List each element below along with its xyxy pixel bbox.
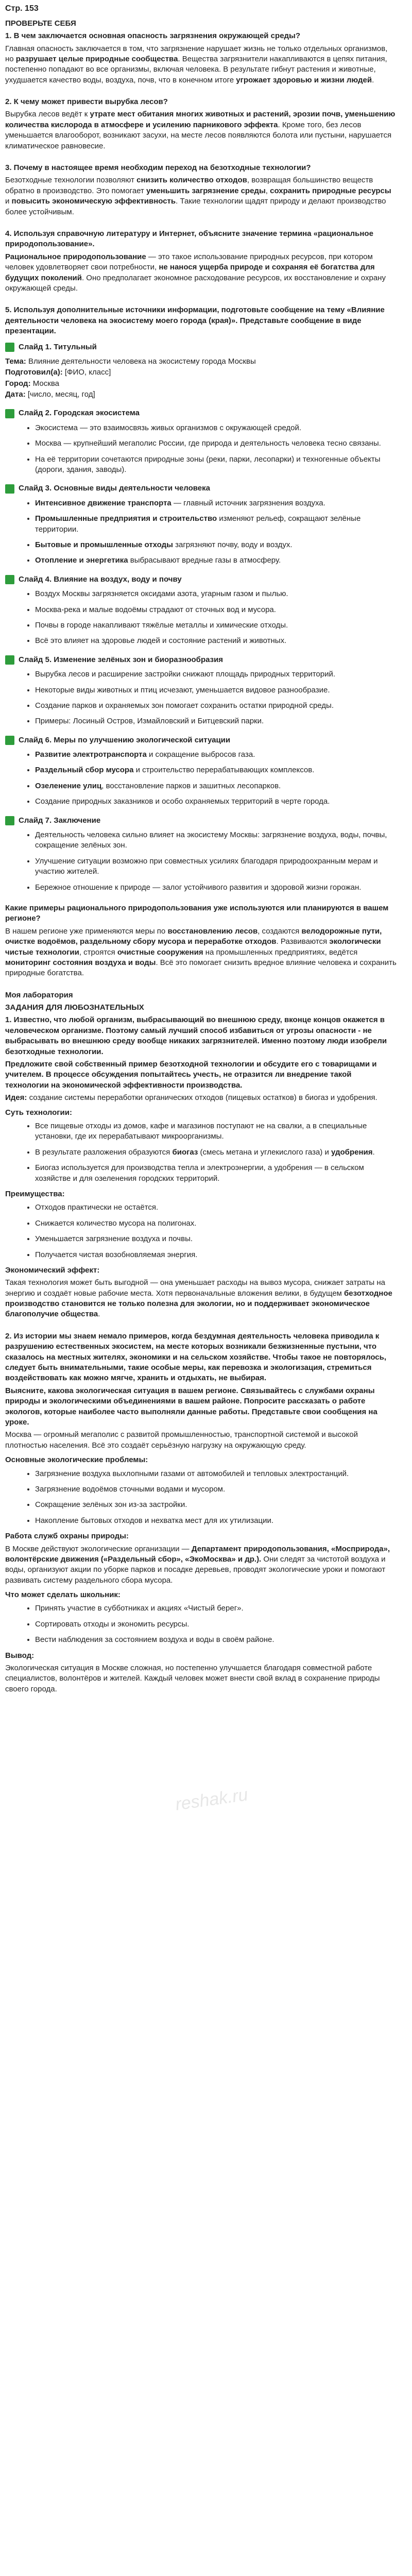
text: , восстановление парков и зашитных лесопарков.	[101, 781, 281, 790]
question-1	[5, 31, 397, 86]
label: Подготовил(а):	[5, 368, 63, 377]
slide-1-city	[5, 379, 397, 389]
slide-7-header	[5, 816, 397, 826]
lab-task-1-idea	[5, 1093, 397, 1103]
bold-text: удобрения	[331, 1147, 373, 1157]
question-1-answer	[5, 44, 397, 86]
list-item: • Москва — крупнейший мегаполис России, где природа и деятельность человека тесно связаны.	[35, 438, 397, 449]
label: Дата:	[5, 390, 26, 399]
value: создание системы переработки органических отходов (пищевых остатков) в биогаз и удобрения.	[27, 1093, 377, 1103]
slide-2	[5, 408, 397, 475]
text: Такая технология может быть выгодной — она уменьшает расходы на вывоз мусора, снижает затраты на энергию и создаёт новые рабочие места. Хотя первоначальные вложения велики, в будущем	[5, 1278, 385, 1298]
economic-text	[5, 1278, 397, 1320]
question-5	[5, 305, 397, 336]
question-6-answer	[5, 926, 397, 979]
slide-icon	[5, 484, 14, 494]
value: Влияние деятельности человека на экосистему города Москвы	[26, 357, 256, 366]
value: Москва	[30, 379, 59, 388]
lab-task-1-instruction	[5, 1059, 397, 1091]
list-item: • Принять участие в субботниках и акциях «Чистый берег».	[35, 1603, 397, 1614]
list-item: • Все пищевые отходы из домов, кафе и магазинов поступают не на свалки, а в специальные установки, где их перерабатывают микроорганизмы.	[35, 1121, 397, 1142]
text: ,	[265, 186, 270, 195]
slide-7-list	[5, 830, 397, 893]
problems-title: Основные экологические проблемы:	[5, 1455, 148, 1465]
question-3-answer	[5, 175, 397, 217]
slide-1-date	[5, 389, 397, 400]
bold-text: разрушает целые природные сообщества	[15, 54, 178, 63]
bold-text: Промышленные предприятия и строительство	[35, 514, 217, 523]
lab-title: Моя лаборатория	[5, 990, 73, 999]
list-item: • На её территории сочетаются природные зоны (реки, парки, лесопарки) и техногенные объекты (дороги, здания, заводы).	[35, 454, 397, 476]
list-item: • Биогаз используется для производства тепла и электроэнергии, а удобрения — в сельском хозяйстве и для озеленения городских территорий.	[35, 1163, 397, 1184]
list-item: • Экосистема — это взаимосвязь живых организмов с окружающей средой.	[35, 423, 397, 433]
bold-text: не нанося ущерба природе и сохраняя её богатства для будущих поколений	[5, 263, 375, 282]
bold-text: очистные сооружения	[117, 947, 203, 957]
slide-6-header	[5, 735, 397, 745]
slide-7-title: Слайд 7. Заключение	[19, 816, 101, 825]
slide-3-header	[5, 483, 397, 494]
lab-task-1	[5, 1015, 397, 1319]
text: . Кроме того, без лесов уменьшается влагооборот, возникают засухи, на месте лесов появляются болота или пустыни, нарушается климатическое равновесие.	[5, 120, 392, 150]
text: Вырубка лесов ведёт к	[5, 110, 90, 119]
list-item: • Отходов практически не остаётся.	[35, 1202, 397, 1213]
question-6	[5, 903, 397, 979]
page-number: Стр. 153	[5, 4, 39, 13]
slide-3	[5, 483, 397, 566]
slide-2-header	[5, 408, 397, 418]
text: Главная опасность заключается в том, что загрязнение нарушает жизнь не только отдельных организмов, но	[5, 44, 388, 63]
question-4	[5, 229, 397, 294]
services-text	[5, 1544, 397, 1586]
slide-4-title: Слайд 4. Влияние на воздух, воду и почву	[19, 574, 182, 584]
slide-6-title: Слайд 6. Меры по улучшению экологической ситуации	[19, 735, 231, 744]
lab-subtitle: ЗАДАНИЯ ДЛЯ ЛЮБОЗНАТЕЛЬНЫХ	[5, 1003, 144, 1012]
slide-1-topic	[5, 357, 397, 367]
bold-text: восстановлению лесов	[167, 926, 258, 936]
list-item: • Снижается количество мусора на полигонах.	[35, 1218, 397, 1229]
text: (смесь метана и углекислого газа) и	[198, 1147, 332, 1157]
list-item: • Почвы в городе накапливают тяжёлые металлы и химические отходы.	[35, 620, 397, 631]
students-list	[5, 1603, 397, 1645]
list-item	[35, 514, 397, 535]
text: изменяют рельеф, сокращают зелёные территории.	[35, 514, 361, 534]
bold-text: Департамент природопользования, «Мосприрода», волонтёрские движения («Раздельный сбор», «ЭкоМосква» и др.).	[5, 1544, 390, 1564]
lab-task-1-title: 1. Известно, что любой организм, выбрасывающий во внешнюю среду, вконце концов окажется в человеческом организме. Поэтому самый лучший способ избавиться от угрозы опасности - не выбрасывать во внешнюю среду вообще никаких загрязнителей. Именно поэтому люди изобрели безотходные технологии.	[5, 1015, 387, 1056]
list-item: • Всё это влияет на здоровье людей и состояние растений и животных.	[35, 636, 397, 646]
slide-1	[5, 342, 397, 400]
slide-3-list	[5, 498, 397, 566]
bold-text: Интенсивное движение транспорта	[35, 498, 171, 507]
question-2	[5, 97, 397, 151]
text: , возвращая большинство веществ обратно в производство. Это помогает	[5, 176, 373, 195]
text: В Москве действуют экологические организации —	[5, 1544, 192, 1553]
list-item: • Создание природных заказников и особо охраняемых территорий в черте города.	[35, 796, 397, 807]
bold-text: сохранить природные ресурсы	[270, 186, 391, 195]
list-item	[35, 555, 397, 566]
bold-text: Раздельный сбор мусора	[35, 766, 134, 775]
bold-text: Рациональное природопользование	[5, 252, 146, 261]
section-title: ПРОВЕРЬТЕ СЕБЯ	[5, 19, 76, 28]
problems-list	[5, 1469, 397, 1527]
list-item: • Сокращение зелёных зон из-за застройки.	[35, 1500, 397, 1510]
bold-text: велодорожные пути, очистке водоёмов, раздельному сбору мусора и переработке отходов	[5, 926, 382, 946]
list-item: • Примеры: Лосиный Остров, Измайловский и Битцевский парки.	[35, 716, 397, 726]
list-item: • Воздух Москвы загрязняется оксидами азота, угарным газом и пылью.	[35, 589, 397, 599]
question-4-answer	[5, 252, 397, 294]
slide-6-list	[5, 750, 397, 807]
slide-4	[5, 574, 397, 647]
text: . Развиваются	[276, 937, 330, 946]
slide-4-header	[5, 574, 397, 585]
question-2-answer	[5, 109, 397, 151]
bold-text: Отопление и энергетика	[35, 556, 128, 565]
list-item: • Загрязнение водоёмов сточными водами и мусором.	[35, 1484, 397, 1495]
list-item	[35, 540, 397, 550]
value: [число, месяц, год]	[25, 390, 95, 399]
text: Они следят за чистотой воздуха и воды, организуют акции по уборке парков и посадке деревьев, проводят экологические уроки и помогают развивать систему раздельного сбора мусора.	[5, 1554, 386, 1585]
text: и	[5, 197, 12, 206]
label: Тема:	[5, 357, 26, 366]
bold-text: угрожает здоровью и жизни людей	[236, 75, 372, 84]
bold-text: Озеленение улиц	[35, 781, 102, 790]
slide-7	[5, 816, 397, 893]
list-item: • Некоторые виды животных и птиц исчезают, уменьшается видовое разнообразие.	[35, 685, 397, 696]
lab-task-2-intro: Москва — огромный мегаполис с развитой промышленностью, транспортной системой и высокой плотностью населения. Всё это создаёт серьёзную нагрузку на окружающую среду.	[5, 1430, 358, 1450]
bold-text: утрате мест обитания многих животных и растений, эрозии почв, уменьшению количества кислорода в атмосфере и усилению парникового эффекта	[5, 110, 396, 129]
services-title: Работа служб охраны природы:	[5, 1532, 129, 1541]
list-item: • Вырубка лесов и расширение застройки снижают площадь природных территорий.	[35, 669, 397, 680]
bold-text: Развитие электротранспорта	[35, 750, 147, 759]
question-5-title: 5. Используя дополнительные источники информации, подготовьте сообщение на тему «Влияние деятельности человека на экосистему моего города (края)». Представьте сообщение в виде презентации.	[5, 306, 385, 336]
conclusion-title: Вывод:	[5, 1651, 35, 1660]
bold-text: безотходное производство становится не только полезна для экологии, но и поддерживает экономическое благополучие общества	[5, 1289, 392, 1319]
list-item: • Загрязнение воздуха выхлопными газами от автомобилей и тепловых электростанций.	[35, 1469, 397, 1479]
bold-text: Выясните, какова экологическая ситуация в вашем регионе. Связывайтесь с службами охраны природы и экологическими объединениями в вашем районе. Попросите рассказать о работе экологов, которые наиболее часто выполняли данные работы. Представьте свои сообщения на уроке.	[5, 1386, 377, 1427]
bold-text: Бытовые и промышленные отходы	[35, 540, 173, 549]
question-1-title: 1. В чем заключается основная опасность загрязнения окружающей среды?	[5, 31, 301, 41]
list-item: • Сортировать отходы и экономить ресурсы.	[35, 1619, 397, 1630]
text: . Вещества загрязнители накапливаются в цепях питания, постепенно попадают во все организмы, включая человека. В результате гибнут растения и животные, ухудшается качество воды, воздуха, почв, что в конечном итоге	[5, 54, 387, 84]
slide-icon	[5, 575, 14, 584]
text: Безотходные технологии позволяют	[5, 176, 137, 185]
text: В результате разложения образуются	[35, 1147, 173, 1157]
bold-text: биогаз	[172, 1147, 198, 1157]
question-2-title: 2. К чему может привести вырубка лесов?	[5, 97, 168, 107]
question-3	[5, 163, 397, 217]
text: — это такое использование природных ресурсов, при котором человек удовлетворяет свои потребности,	[5, 252, 373, 272]
list-item: • Получается чистая возобновляемая энергия.	[35, 1250, 397, 1260]
list-item	[35, 765, 397, 775]
text: .	[98, 1310, 100, 1319]
slide-2-list	[5, 423, 397, 476]
list-item	[35, 1147, 397, 1158]
value: [ФИО, класс]	[62, 368, 111, 377]
question-4-title: 4. Используя справочную литературу и Интернет, объясните значение термина «рациональное природопользование».	[5, 229, 373, 249]
list-item: • Уменьшается загрязнение воздуха и почвы.	[35, 1234, 397, 1244]
text: загрязняют почву, воду и воздух.	[173, 540, 293, 549]
essence-title: Суть технологии:	[5, 1108, 72, 1117]
question-3-title: 3. Почему в настоящее время необходим переход на безотходные технологии?	[5, 163, 311, 173]
text: , строятся	[79, 947, 117, 957]
lab-task-2-instruction	[5, 1386, 397, 1428]
text: — главный источник загрязнения воздуха.	[171, 498, 325, 507]
slide-3-title: Слайд 3. Основные виды деятельности человека	[19, 484, 210, 493]
bold-text: снизить количество отходов	[136, 176, 247, 185]
essence-list	[5, 1121, 397, 1184]
text: . Оно предполагает экономное расходование ресурсов, их восстановление и охрану окружающей среды.	[5, 273, 386, 293]
label: Идея:	[5, 1093, 27, 1103]
lab-task-2	[5, 1331, 397, 1694]
list-item: • Создание парков и охраняемых зон помогает сохранить остатки природной среды.	[35, 701, 397, 711]
slide-icon	[5, 409, 14, 418]
advantages-list	[5, 1202, 397, 1260]
slide-5-list	[5, 669, 397, 727]
list-item: • Москва-река и малые водоёмы страдают от сточных вод и мусора.	[35, 605, 397, 615]
slide-5	[5, 655, 397, 727]
list-item: • Деятельность человека сильно влияет на экосистему Москвы: загрязнение воздуха, воды, почвы, сокращение зелёных зон.	[35, 830, 397, 851]
slide-icon	[5, 736, 14, 745]
text: и строительство перерабатывающих комплексов.	[133, 766, 315, 775]
watermark: reshak.ru	[174, 1785, 249, 1815]
conclusion-text: Экологическая ситуация в Москве сложная, но постепенно улучшается благодаря совместной работе специалистов, волонтёров и жителей. Каждый человек может внести свой вклад в сохранение природы своего города.	[5, 1664, 380, 1693]
bold-text: Предложите свой собственный пример безотходной технологии и обсудите его с товарищами и учителем. В процессе обсуждения попытайтесь учесть, не отразится ли внедрение такой технологии на экономической эффективности производства.	[5, 1060, 377, 1090]
text: и сокращение выбросов газа.	[146, 750, 255, 759]
text: .	[372, 1147, 375, 1157]
slide-1-author	[5, 367, 397, 378]
question-6-title: Какие примеры рационального природопользования уже используются или планируются в вашем регионе?	[5, 903, 389, 923]
bold-text: уменьшить загрязнение среды	[146, 186, 266, 195]
lab-task-2-title: 2. Из истории мы знаем немало примеров, когда бездумная деятельность человека приводила к разрушению естественных экосистем, на месте которых возникали безжизненные пустыни, что сказалось на местных жителях, экономики и на сельском хозяйстве. Чтобы такое не повторялось, следует быть внимательными, такие особые меры, как перевозка и экологизация, стремиться воздействовать как можно мягче, хранить и отдыхать, не выбирая.	[5, 1331, 387, 1383]
text: на промышленных предприятиях, ведётся	[203, 947, 358, 957]
bold-text: мониторинг состояния воздуха и воды	[5, 958, 156, 967]
label: Город:	[5, 379, 31, 388]
text: выбрасывают вредные газы в атмосферу.	[128, 556, 281, 565]
text: .	[372, 75, 374, 84]
slide-icon	[5, 655, 14, 665]
bold-text: экологически чистые технологии	[5, 937, 381, 957]
list-item: • Накопление бытовых отходов и нехватка мест для их утилизации.	[35, 1516, 397, 1526]
slide-5-title: Слайд 5. Изменение зелёных зон и биоразнообразия	[19, 655, 224, 664]
text: , создаются	[258, 926, 302, 936]
list-item: • Улучшение ситуации возможно при совместных усилиях благодаря природоохранным мерам и участию жителей.	[35, 856, 397, 877]
slide-1-title: Слайд 1. Титульный	[19, 342, 97, 351]
list-item	[35, 498, 397, 509]
slide-5-header	[5, 655, 397, 665]
list-item: • Вести наблюдения за состоянием воздуха и воды в своём районе.	[35, 1635, 397, 1645]
slide-icon	[5, 816, 14, 825]
slide-2-title: Слайд 2. Городская экосистема	[19, 409, 140, 418]
text: . Всё это помогает снизить вредное влияние человека и сохранить природные богатства.	[5, 958, 397, 978]
slide-4-list	[5, 589, 397, 647]
bold-text: повысить экономическую эффективность	[11, 197, 176, 206]
students-title: Что может сделать школьник:	[5, 1590, 121, 1600]
advantages-title: Преимущества:	[5, 1189, 65, 1198]
slide-icon	[5, 343, 14, 352]
list-item	[35, 781, 397, 791]
text: . Такие технологии щадят природу и делают производство более устойчивым.	[5, 197, 386, 216]
list-item	[35, 750, 397, 760]
list-item: • Бережное отношение к природе — залог устойчивого развития и здоровой жизни горожан.	[35, 883, 397, 893]
text: В нашем регионе уже применяются меры по	[5, 926, 168, 936]
slide-1-header	[5, 342, 397, 352]
economic-title: Экономический эффект:	[5, 1265, 100, 1275]
slide-6	[5, 735, 397, 807]
